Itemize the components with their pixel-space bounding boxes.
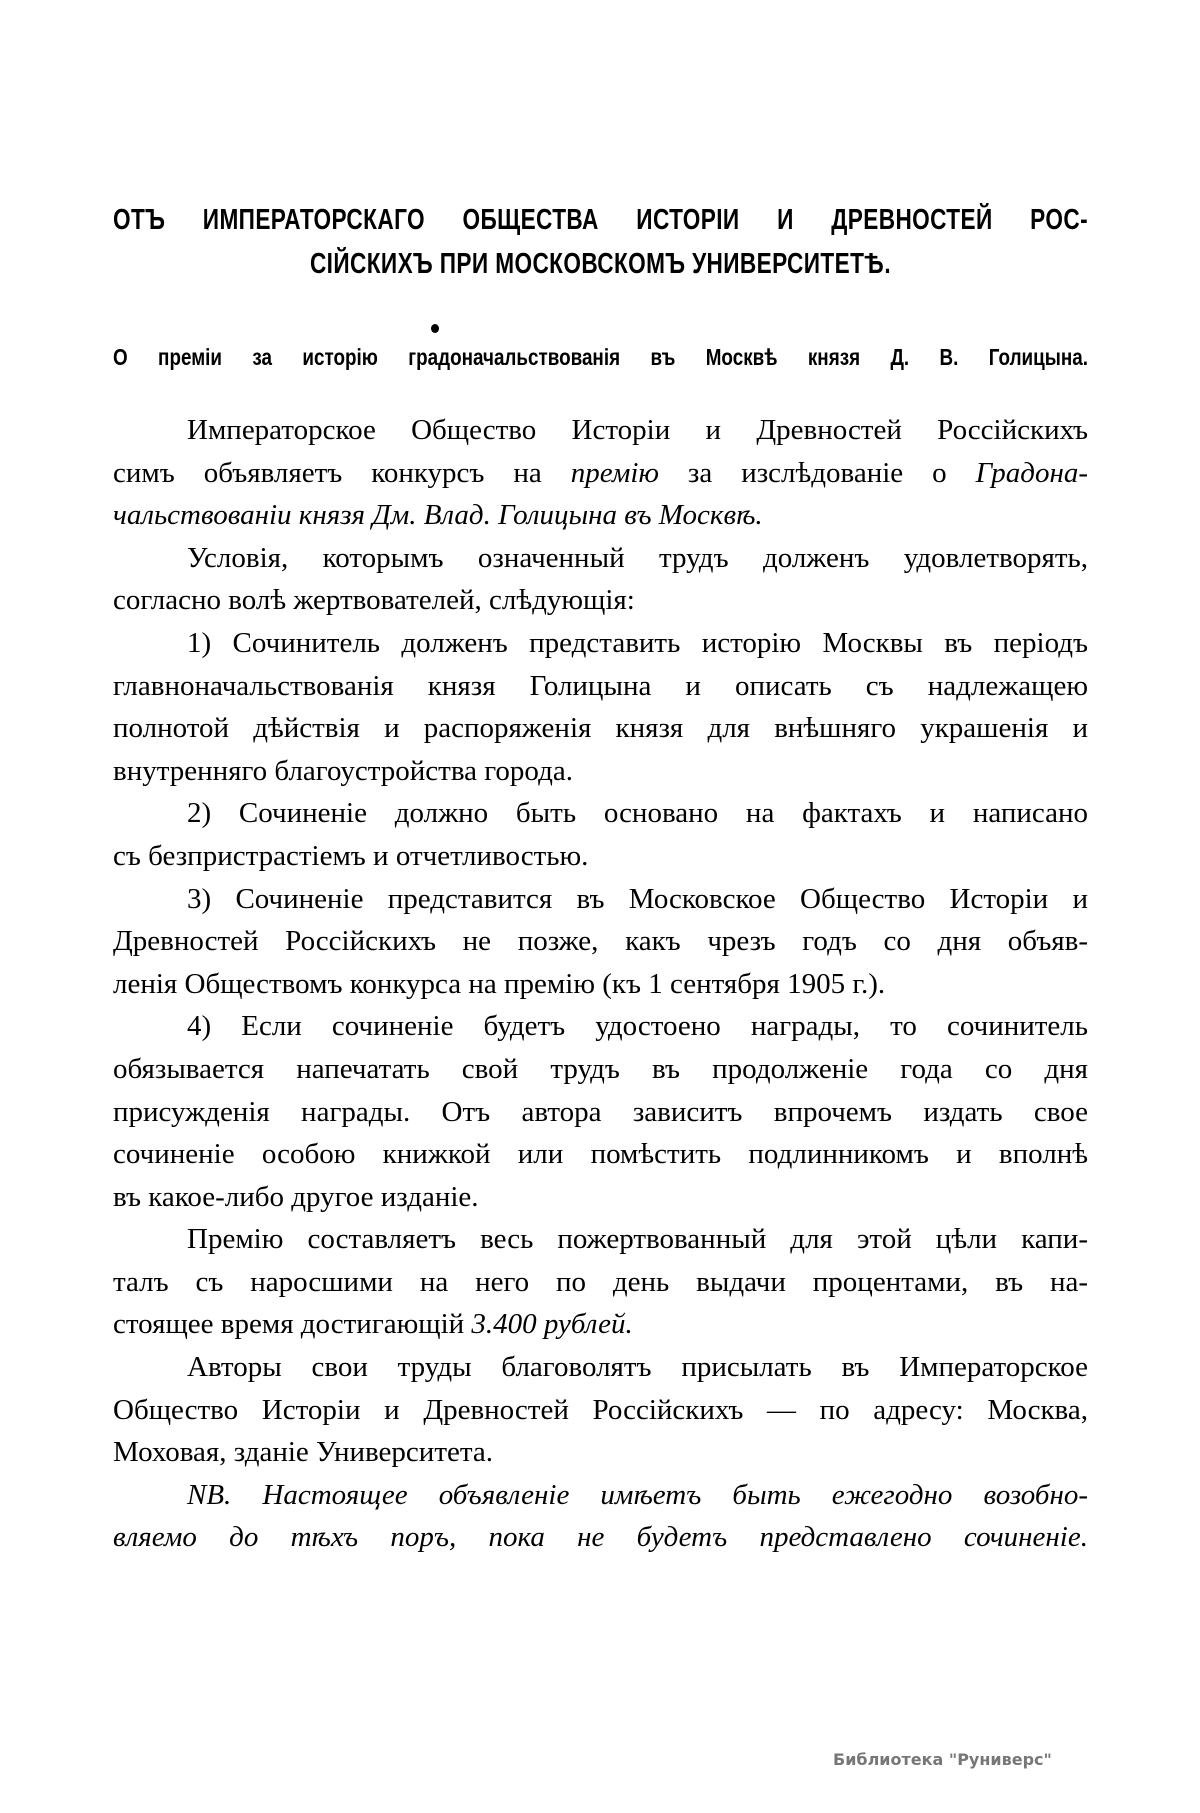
text: согласно волѣ жертвователей, слѣдующія: (113, 584, 635, 617)
text-line (113, 1516, 1088, 1559)
paragraph (113, 622, 1088, 792)
subtitle: О преміи за исторію градоначальствованія въ Москвѣ князя Д. В. Голицына. (113, 344, 1088, 370)
text-line (113, 452, 1088, 495)
text-line (113, 792, 1088, 835)
text: талъ съ наросшими на него по день выдачи процентами, въ на- (113, 1265, 1088, 1298)
text: за изслѣдованіе о (658, 456, 976, 489)
text-line (113, 665, 1088, 708)
text-line (113, 1091, 1088, 1134)
paragraph (113, 1005, 1088, 1218)
text-line (113, 1048, 1088, 1091)
italic-text: 3.400 рублей. (471, 1308, 633, 1341)
text-line (113, 1261, 1088, 1304)
text: обязывается напечатать свой трудъ въ продолженіе года со дня (113, 1052, 1088, 1085)
italic-text: Градона- (975, 456, 1089, 489)
text: Моховая, зданіе Университета. (113, 1436, 494, 1469)
italic-text: чальствованіи князя Дм. Влад. Голицына въ Москвѣ. (113, 499, 763, 532)
text-line (113, 835, 1088, 878)
document-body (113, 409, 1088, 1559)
text-line (113, 963, 1088, 1006)
library-watermark: Библиотека "Руниверс" (833, 1750, 1052, 1769)
text-line (113, 409, 1088, 452)
text: 1) Сочинитель долженъ представить исторію Москвы въ періодъ (187, 626, 1088, 659)
text-line (113, 1005, 1088, 1048)
text: съ безпристрастіемъ и отчетливостью. (113, 839, 589, 872)
text: Общество Исторіи и Древностей Россійскихъ — по адресу: Москва, (113, 1393, 1088, 1426)
text-line (113, 1133, 1088, 1176)
text-line (113, 1176, 1088, 1219)
text-line (113, 878, 1088, 921)
text: главноначальствованія князя Голицына и описать съ надлежащею (113, 669, 1088, 702)
text: Императорское Общество Исторіи и Древностей Россійскихъ (187, 414, 1088, 446)
text: Авторы свои труды благоволятъ присылать въ Императорское (187, 1351, 1088, 1384)
paragraph (113, 1218, 1088, 1346)
text: ленія Обществомъ конкурса на премію (къ 1 сентября 1905 г.). (113, 967, 886, 1000)
text-line (113, 707, 1088, 750)
text-line (113, 622, 1088, 665)
paragraph (113, 878, 1088, 1006)
title-line-1: ОТЪ ИМПЕРАТОРСКАГО ОБЩЕСТВА ИСТОРІИ И ДРЕВНОСТЕЙ РОС- (113, 204, 1088, 236)
text: 4) Если сочиненіе будетъ удостоено награды, то сочинитель (187, 1010, 1088, 1043)
text-line (113, 1474, 1088, 1517)
text-line (113, 579, 1088, 622)
text-line (113, 1303, 1088, 1346)
ornament-dot (431, 324, 439, 333)
text-line (113, 1218, 1088, 1261)
text: въ какое-либо другое изданіе. (113, 1180, 479, 1213)
text: сочиненіе особою книжкой или помѣстить подлинникомъ и вполнѣ (113, 1138, 1088, 1171)
paragraph (113, 1474, 1088, 1559)
text-line (113, 750, 1088, 793)
paragraph (113, 409, 1088, 537)
title-line-2: СІЙСКИХЪ ПРИ МОСКОВСКОМЪ УНИВЕРСИТЕТѢ. (309, 248, 892, 280)
text-line (113, 494, 1088, 537)
paragraph (113, 1346, 1088, 1474)
text-line (113, 1431, 1088, 1474)
text-line (113, 1346, 1088, 1389)
text: 2) Сочиненіе должно быть основано на фактахъ и написано (187, 797, 1088, 830)
paragraph (113, 792, 1088, 877)
text: 3) Сочиненіе представится въ Московское Общество Исторіи и (187, 882, 1088, 915)
text: Древностей Россійскихъ не позже, какъ чрезъ годъ со дня объяв- (113, 925, 1088, 958)
text: присужденія награды. Отъ автора зависитъ впрочемъ издать свое (113, 1095, 1088, 1128)
text: полнотой дѣйствія и распоряженія князя для внѣшняго украшенія и (113, 712, 1088, 745)
text-line (113, 920, 1088, 963)
text: Премію составляетъ весь пожертвованный для этой цѣли капи- (187, 1223, 1088, 1256)
text: стоящее время достигающій (113, 1308, 472, 1341)
text: симъ объявляетъ конкурсъ на (113, 456, 571, 489)
italic-text: вляемо до тѣхъ поръ, пока не будетъ представлено сочиненіе. (113, 1521, 1088, 1554)
text: внутренняго благоустройства города. (113, 754, 573, 787)
italic-text: премію (570, 456, 659, 489)
italic-text: NB. Настоящее объявленіе имѣетъ быть ежегодно возобно- (187, 1478, 1088, 1511)
text-line (113, 1389, 1088, 1432)
paragraph (113, 537, 1088, 622)
text-line (113, 537, 1088, 580)
text: Условія, которымъ означенный трудъ долженъ удовлетворять, (187, 541, 1088, 574)
